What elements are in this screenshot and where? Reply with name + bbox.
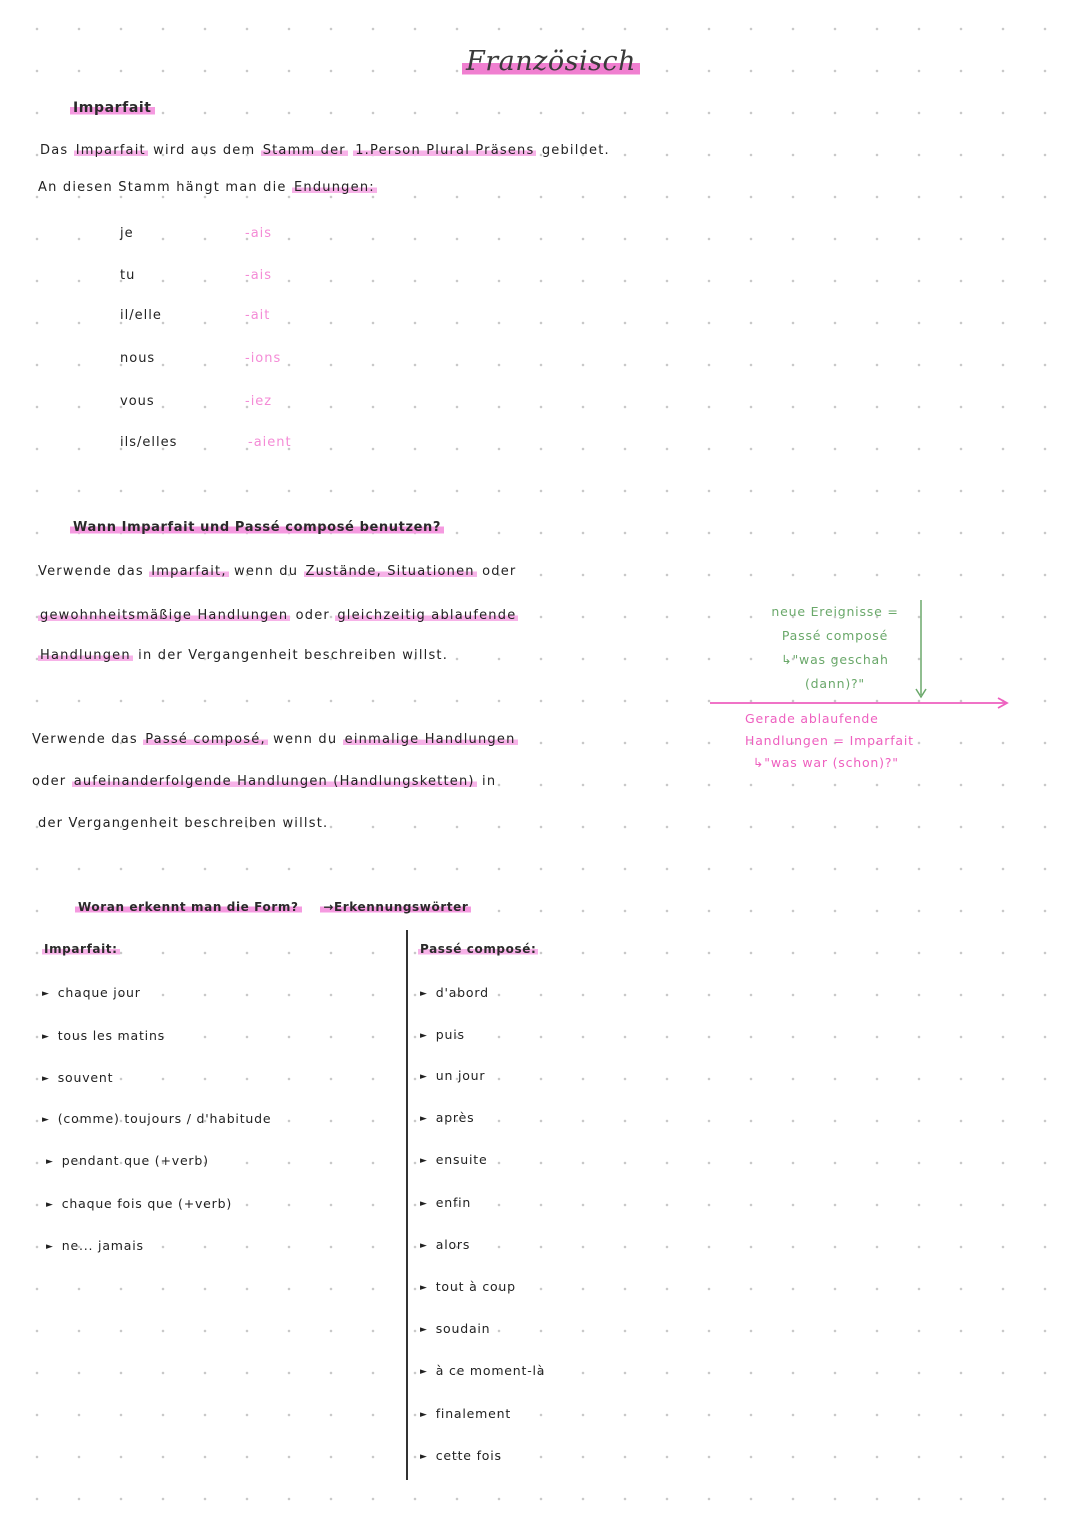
usage-p1-line3: Handlungen in der Vergangenheit beschreiben willst.	[40, 648, 449, 663]
list-item: ► ensuite	[420, 1152, 488, 1167]
ending-je: -ais	[245, 226, 273, 241]
list-item: ► finalement	[420, 1406, 512, 1421]
list-item: ► après	[420, 1110, 475, 1125]
list-item: ► d'abord	[420, 985, 489, 1000]
list-item: ► à ce moment-là	[420, 1363, 546, 1378]
list-item: ► cette fois	[420, 1448, 502, 1463]
list-item: ► ne... jamais	[46, 1238, 144, 1253]
timeline-diagram	[700, 585, 1020, 715]
list-item: ► tout à coup	[420, 1279, 516, 1294]
signal-words-heading: Woran erkennt man die Form? →Erkennungswörter	[75, 900, 471, 914]
bullet-icon: ►	[420, 1156, 428, 1166]
bullet-icon: ►	[420, 1410, 428, 1420]
bullet-icon: ►	[42, 989, 50, 999]
timeline-note-imparfait: Gerade ablaufende Handlungen = Imparfait ↳"was war (schon)?"	[745, 711, 914, 770]
ending-ils-elles: -aient	[248, 435, 292, 450]
usage-p2-line3: der Vergangenheit beschreiben willst.	[38, 816, 329, 831]
list-item: ► enfin	[420, 1195, 472, 1210]
intro-line-2: An diesen Stamm hängt man die Endungen:	[38, 180, 375, 195]
passe-compose-signal-heading: Passé composé:	[420, 942, 537, 956]
ending-vous: -iez	[245, 394, 273, 409]
list-item: ► souvent	[42, 1070, 114, 1085]
bullet-icon: ►	[46, 1157, 54, 1167]
usage-p2-line1: Verwende das Passé composé, wenn du einmalige Handlungen	[32, 732, 516, 747]
ending-il-elle: -ait	[245, 308, 271, 323]
list-item: ► pendant que (+verb)	[46, 1153, 209, 1168]
bullet-icon: ►	[420, 989, 428, 999]
bullet-icon: ►	[420, 1199, 428, 1209]
pronoun-je: je	[120, 226, 134, 241]
ending-tu: -ais	[245, 268, 273, 283]
bullet-icon: ►	[420, 1031, 428, 1041]
bullet-icon: ►	[46, 1242, 54, 1252]
list-item: ► soudain	[420, 1321, 491, 1336]
bullet-icon: ►	[420, 1452, 428, 1462]
page-title: Französisch	[462, 46, 640, 77]
bullet-icon: ►	[420, 1283, 428, 1293]
imparfait-heading: Imparfait	[70, 100, 155, 116]
bullet-icon: ►	[42, 1032, 50, 1042]
list-item: ► chaque jour	[42, 985, 141, 1000]
bullet-icon: ►	[420, 1241, 428, 1251]
list-item: ► alors	[420, 1237, 471, 1252]
list-item: ► puis	[420, 1027, 465, 1042]
pronoun-tu: tu	[120, 268, 136, 283]
bullet-icon: ►	[46, 1200, 54, 1210]
bullet-icon: ►	[420, 1325, 428, 1335]
bullet-icon: ►	[42, 1074, 50, 1084]
intro-line-1: Das Imparfait wird aus dem Stamm der 1.Person Plural Präsens gebildet.	[40, 143, 610, 158]
pronoun-nous: nous	[120, 351, 156, 366]
ending-nous: -ions	[245, 351, 282, 366]
bullet-icon: ►	[420, 1072, 428, 1082]
usage-p1-line2: gewohnheitsmäßige Handlungen oder gleichzeitig ablaufende	[40, 608, 517, 623]
usage-p2-line2: oder aufeinanderfolgende Handlungen (Handlungsketten) in	[32, 774, 497, 789]
list-item: ► tous les matins	[42, 1028, 165, 1043]
pronoun-il-elle: il/elle	[120, 308, 162, 323]
timeline-note-passe-compose: neue Ereignisse = Passé composé ↳"was geschah (dann)?"	[771, 604, 899, 691]
usage-heading: Wann Imparfait und Passé composé benutzen?	[70, 520, 444, 535]
pronoun-ils-elles: ils/elles	[120, 435, 178, 450]
bullet-icon: ►	[420, 1367, 428, 1377]
bullet-icon: ►	[42, 1115, 50, 1125]
column-divider	[406, 930, 408, 1480]
pronoun-vous: vous	[120, 394, 155, 409]
imparfait-signal-heading: Imparfait:	[44, 942, 118, 956]
usage-p1-line1: Verwende das Imparfait, wenn du Zustände, Situationen oder	[38, 564, 517, 579]
list-item: ► un jour	[420, 1068, 486, 1083]
list-item: ► (comme) toujours / d'habitude	[42, 1111, 272, 1126]
list-item: ► chaque fois que (+verb)	[46, 1196, 233, 1211]
bullet-icon: ►	[420, 1114, 428, 1124]
